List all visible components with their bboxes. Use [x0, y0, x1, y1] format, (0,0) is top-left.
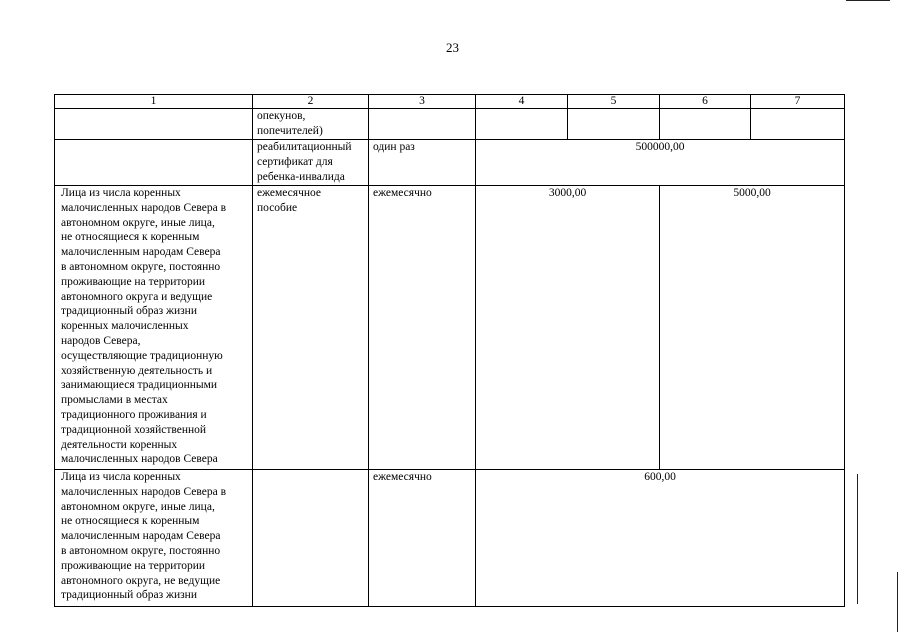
column-header: 5: [568, 95, 660, 109]
benefits-table: [54, 94, 845, 607]
table-row: [55, 186, 845, 470]
benefit-type-cell: ежемесячное пособие: [253, 186, 369, 470]
column-header: 4: [476, 95, 568, 109]
table-row: [55, 109, 845, 140]
table-row: [55, 140, 845, 186]
column-header: 3: [369, 95, 476, 109]
benefit-type-cell: опекунов, попечителей): [253, 109, 369, 140]
recipient-category-cell: Лица из числа коренных малочисленных народов Севера в автономном округе, иные лица, не относящиеся к коренным малочисленным народам Севера в автономном округе, постоянно проживающие на территории автономного округа, не ведущие традиционный образ жизни: [55, 470, 253, 607]
table-header-row: [55, 95, 845, 109]
amount-cell: [660, 109, 751, 140]
amount-cell: [476, 109, 568, 140]
amount-cell: [568, 109, 660, 140]
column-header: 1: [55, 95, 253, 109]
amount-cell: 3000,00: [476, 186, 660, 470]
recipient-category-cell: [55, 140, 253, 186]
column-header: 2: [253, 95, 369, 109]
scan-edge-mark: [857, 474, 858, 604]
table-row: [55, 470, 845, 607]
recipient-category-cell: Лица из числа коренных малочисленных народов Севера в автономном округе, иные лица, не относящиеся к коренным малочисленным народам Севера в автономном округе, постоянно проживающие на территории автономного округа и ведущие традиционный образ жизни коренных малочисленных народов Севера, осуществляющие традиционную хозяйственную деятельность и занимающиеся традиционными промыслами в местах традиционного проживания и традиционной хозяйственной деятельности коренных малочисленных народов Севера: [55, 186, 253, 470]
amount-cell: [751, 109, 845, 140]
benefit-type-cell: реабилитационный сертификат для ребенка-инвалида: [253, 140, 369, 186]
frequency-cell: [369, 109, 476, 140]
scan-edge-mark: [897, 572, 898, 632]
scan-edge-mark: [846, 0, 890, 1]
benefit-type-cell: [253, 470, 369, 607]
frequency-cell: один раз: [369, 140, 476, 186]
page-number: 23: [446, 40, 459, 55]
amount-cell: 5000,00: [660, 186, 845, 470]
amount-cell: 500000,00: [476, 140, 845, 186]
amount-cell: 600,00: [476, 470, 845, 607]
column-header: 6: [660, 95, 751, 109]
frequency-cell: ежемесячно: [369, 470, 476, 607]
recipient-category-cell: [55, 109, 253, 140]
column-header: 7: [751, 95, 845, 109]
frequency-cell: ежемесячно: [369, 186, 476, 470]
